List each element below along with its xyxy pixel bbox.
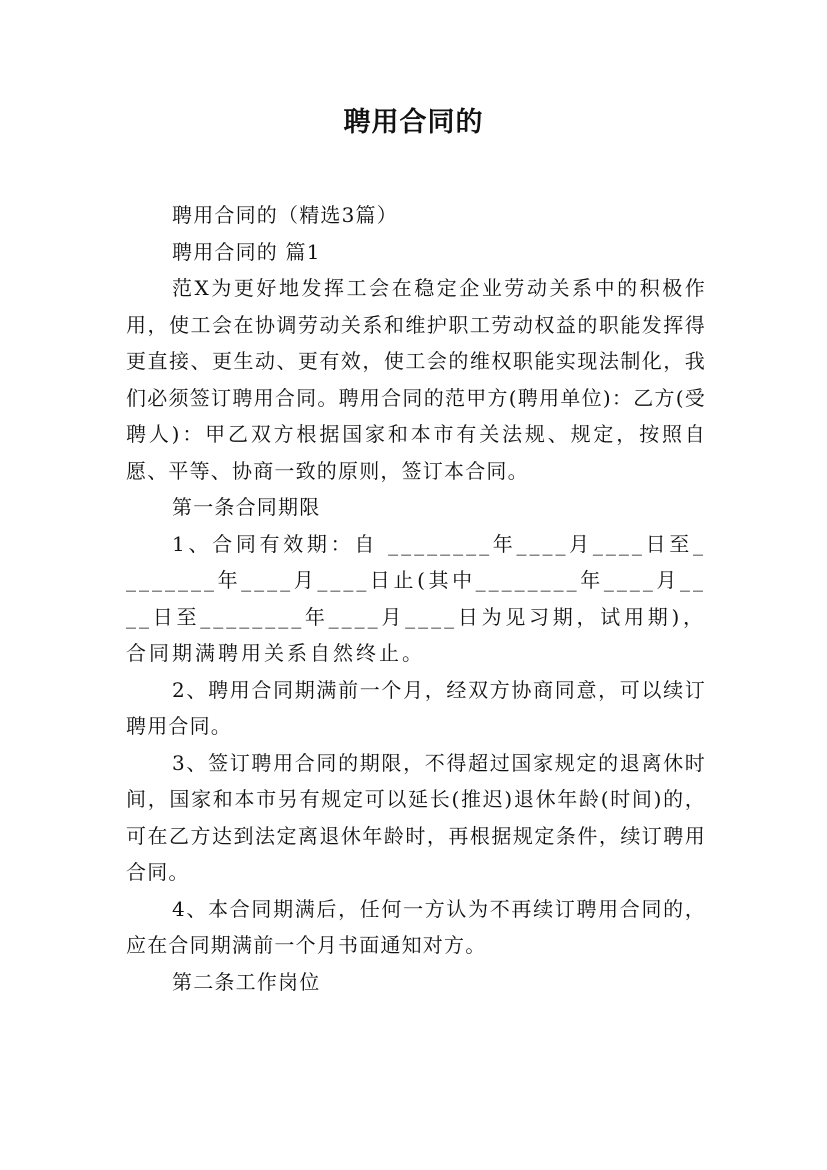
paragraph-section-heading: 聘用合同的 篇1 xyxy=(172,239,321,264)
paragraph-article-1-heading: 第一条合同期限 xyxy=(172,495,321,519)
paragraph-subtitle: 聘用合同的（精选3篇） xyxy=(172,203,398,227)
paragraph-clause-2: 2、聘用合同期满前一个月，经双方协商同意，可以续订聘用合同。 xyxy=(126,677,706,738)
paragraph-clause-3: 3、签订聘用合同的期限，不得超过国家规定的退离休时间，国家和本市另有规定可以延长(推迟)退休年龄(时间)的，可在乙方达到法定离退休年龄时，再根据规定条件，续订聘用合同。 xyxy=(126,750,706,884)
paragraph-intro: 范X为更好地发挥工会在稳定企业劳动关系中的积极作用，使工会在协调劳动关系和维护职工劳动权益的职能发挥得更直接、更生动、更有效，使工会的维权职能实现法制化，我们必须签订聘用合同。聘用合同的范甲方(聘用单位)：乙方(受聘人)：甲乙双方根据国家和本市有关法规、规定，按照自愿、平等、协商一致的原则，签订本合同。 xyxy=(126,276,706,483)
paragraph-clause-1: 1、合同有效期：自 ________年____月____日至________年____月____日止(其中________年____月____日至________年____月____日为见习期，试用期)，合同期满聘用关系自然终止。 xyxy=(126,531,706,665)
document-body xyxy=(126,197,706,1000)
paragraph-article-2-heading: 第二条工作岗位 xyxy=(172,969,321,994)
paragraph-clause-4: 4、本合同期满后，任何一方认为不再续订聘用合同的，应在合同期满前一个月书面通知对方。 xyxy=(126,896,706,957)
document-title: 聘用合同的 xyxy=(343,107,484,138)
